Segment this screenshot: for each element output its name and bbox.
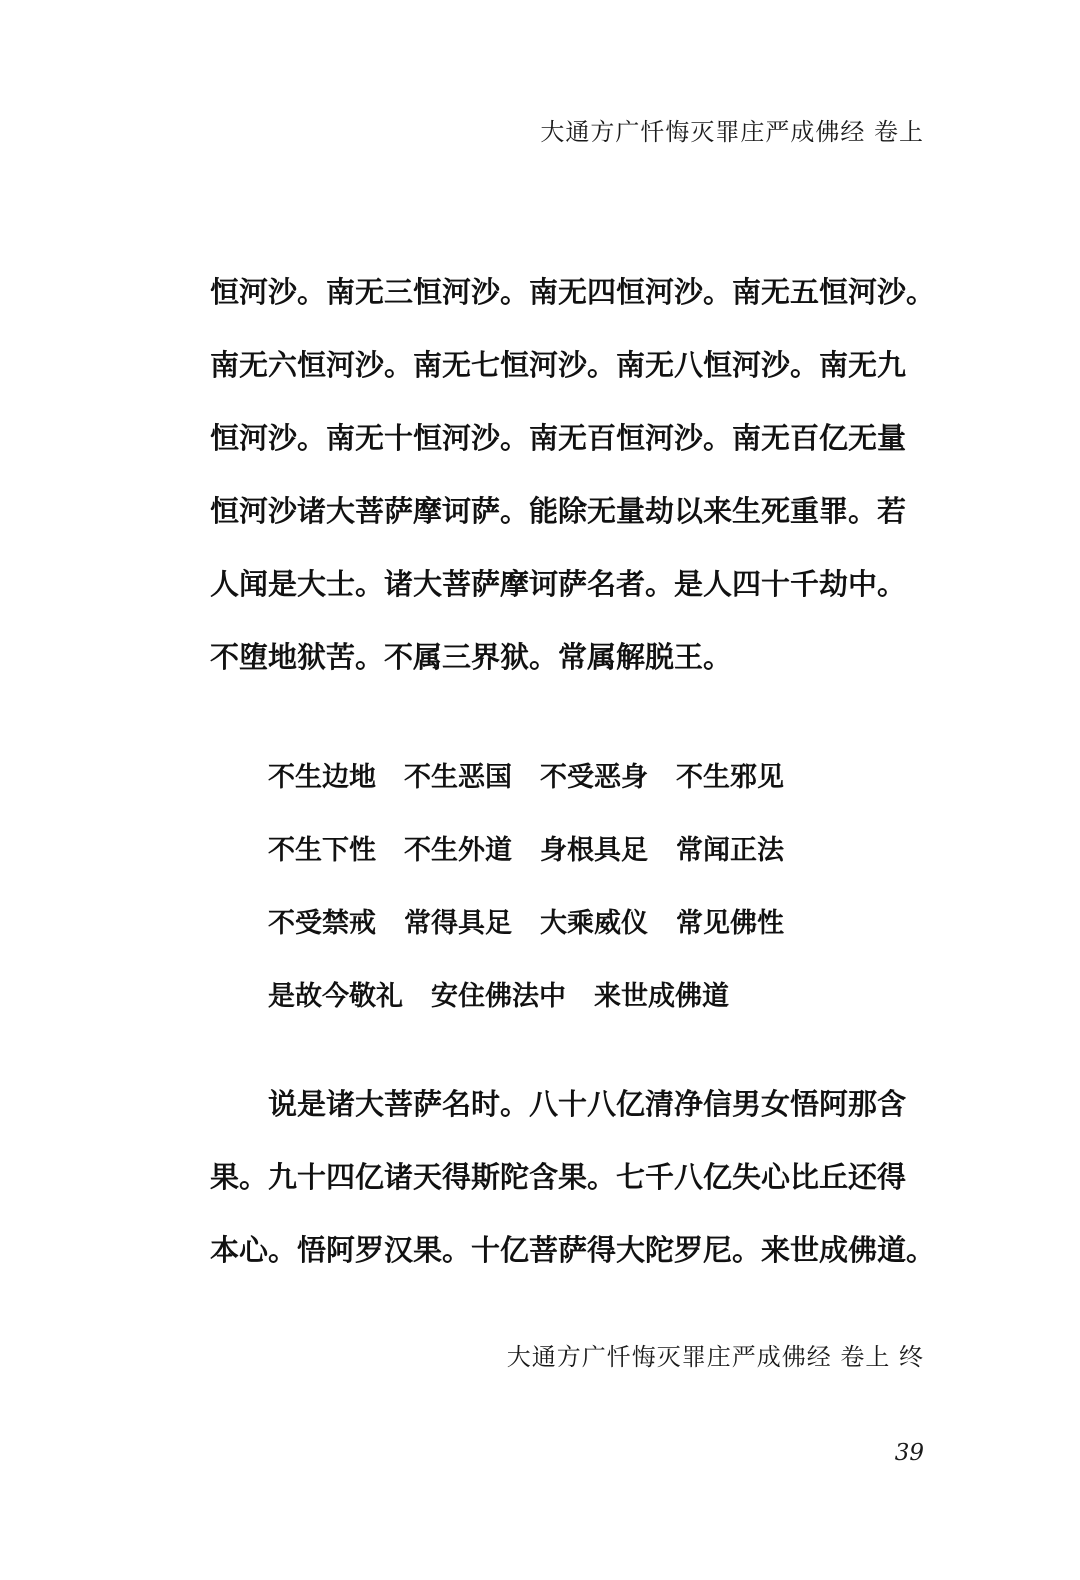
- text-line: 恒河沙。南无三恒河沙。南无四恒河沙。南无五恒河沙。: [210, 275, 936, 309]
- verse-phrase: 不生下性: [268, 835, 376, 866]
- text-line: 南无六恒河沙。南无七恒河沙。南无八恒河沙。南无九: [210, 348, 907, 382]
- verse-phrase: 不受恶身: [540, 762, 648, 793]
- text-line: 恒河沙诸大菩萨摩诃萨。能除无量劫以来生死重罪。若: [210, 494, 907, 528]
- text-line: 不堕地狱苦。不属三界狱。常属解脱王。: [210, 640, 733, 674]
- verse-phrase: 不生邪见: [676, 762, 784, 793]
- page-number: 39: [894, 1440, 924, 1466]
- verse-line: [268, 906, 784, 942]
- verse-phrase: 常闻正法: [676, 835, 784, 866]
- text-line: 本心。悟阿罗汉果。十亿菩萨得大陀罗尼。来世成佛道。: [210, 1233, 936, 1267]
- text-line: 人闻是大士。诸大菩萨摩诃萨名者。是人四十千劫中。: [210, 567, 907, 601]
- scroll-end-title: 大通方广忏悔灭罪庄严成佛经 卷上 终: [506, 1343, 924, 1371]
- verse-phrase: 安住佛法中: [431, 981, 566, 1012]
- verse-phrase: 不生边地: [268, 762, 376, 793]
- verse-phrase: 是故今敬礼: [268, 981, 403, 1012]
- verse-phrase: 常见佛性: [676, 908, 784, 939]
- verse-phrase: 不受禁戒: [268, 908, 376, 939]
- verse-phrase: 不生恶国: [404, 762, 512, 793]
- verse-block: [268, 760, 784, 1052]
- verse-phrase: 身根具足: [540, 835, 648, 866]
- verse-phrase: 大乘威仪: [540, 908, 648, 939]
- verse-phrase: 来世成佛道: [594, 981, 729, 1012]
- verse-line: [268, 833, 784, 869]
- verse-phrase: 不生外道: [404, 835, 512, 866]
- verse-line: [268, 760, 784, 796]
- text-line: 说是诸大菩萨名时。八十八亿清净信男女悟阿那含: [268, 1087, 907, 1121]
- paragraph-attainments: [210, 1086, 936, 1305]
- verse-line: [268, 979, 784, 1015]
- text-line: 恒河沙。南无十恒河沙。南无百恒河沙。南无百亿无量: [210, 421, 907, 455]
- paragraph-dharani-names: [210, 274, 936, 712]
- running-header: 大通方广忏悔灭罪庄严成佛经 卷上: [540, 118, 924, 146]
- verse-phrase: 常得具足: [404, 908, 512, 939]
- text-line: 果。九十四亿诸天得斯陀含果。七千八亿失心比丘还得: [210, 1160, 907, 1194]
